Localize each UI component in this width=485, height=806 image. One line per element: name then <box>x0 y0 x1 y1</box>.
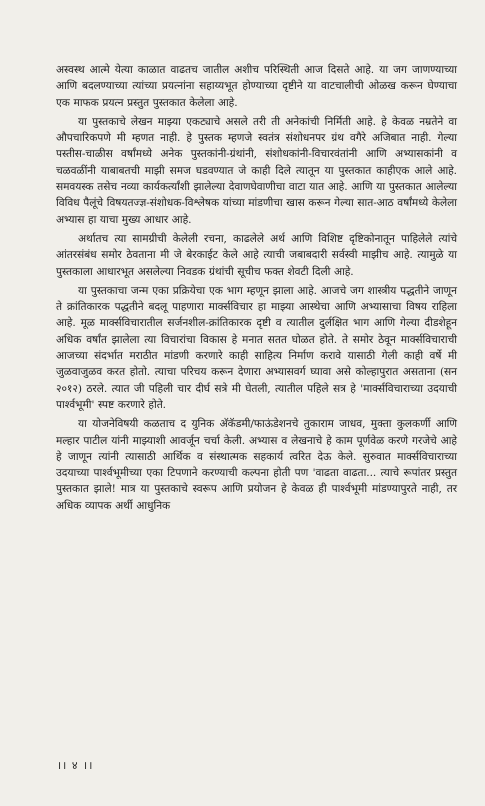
page-number: ।। ४ ।। <box>57 759 94 772</box>
paragraph-3: अर्थातच त्या सामग्रीची केलेली रचना, काढलेले अर्थ आणि विशिष्ट दृष्टिकोनातून पाहिलेले त्यांचे आंतरसंबंध समोर ठेवताना मी जे बेरकाईट केले आहे त्याची जबाबदारी सर्वस्वी माझीच आहे. त्यामुळे या पुस्तकाला आधारभूत असलेल्या निवडक ग्रंथांची सूचीच फक्त शेवटी दिली आहे. <box>56 232 457 278</box>
paragraph-5: या योजनेविषयी कळताच द युनिक अ‍ॅकॅडमी/फाऊंडेशनचे तुकाराम जाधव, मुक्ता कुलकर्णी आणि मल्हार पाटील यांनी माझ्याशी आवर्जून चर्चा केली. अभ्यास व लेखनाचे हे काम पूर्णवेळ करणे गरजेचे आहे हे जाणून त्यांनी त्यासाठी आर्थिक व संस्थात्मक सहकार्य त्वरित देऊ केले. सुरुवात मार्क्सविचाराच्या उदयाच्या पार्श्वभूमीच्या एका टिपणाने करण्याची कल्पना होती पण 'वाढता वाढता... त्याचे रूपांतर प्रस्तुत पुस्तकात झाले! मात्र या पुस्तकाचे स्वरूप आणि प्रयोजन हे केवळ ही पार्श्वभूमी मांडण्यापुरते नाही, तर अधिक व्यापक अर्थी आधुनिक <box>56 418 457 512</box>
paragraph-2: या पुस्तकाचे लेखन माझ्या एकट्याचे असले तरी ती अनेकांची निर्मिती आहे. हे केवळ नम्रतेने वा औपचारिकपणे मी म्हणत नाही. हे पुस्तक म्हणजे स्वतंत्र संशोधनपर ग्रंथ वगैरे अजिबात नाही. गेल्या पस्तीस-चाळीस वर्षांमध्ये अनेक पुस्तकांनी-ग्रंथांनी, संशोधकांनी-विचारवंतांनी आणि अभ्यासकांनी व चळवळींनी याबाबतची माझी समज घडवण्यात जे काही दिले त्यातून या पुस्तकात काहीएक आले आहे. समवयस्क तसेच नव्या कार्यकर्त्यांशी झालेल्या देवाणघेवाणीचा वाटा यात आहे. आणि या पुस्तकात आलेल्या विविध पैलूंचे विषयतज्ज्ञ-संशोधक-विश्लेषक यांच्या मांडणीचा खास करून गेल्या सात-आठ वर्षांमध्ये केलेला अभ्यास हा याचा मुख्य आधार आहे. <box>56 115 457 226</box>
paragraph-4: या पुस्तकाचा जन्म एका प्रक्रियेचा एक भाग म्हणून झाला आहे. आजचे जग शास्त्रीय पद्धतीने जाणून ते क्रांतिकारक पद्धतीने बदलू पाहणारा मार्क्सविचार हा माझ्या आस्थेचा आणि अभ्यासाचा विषय राहिला आहे. मूळ मार्क्सविचारातील सर्जनशील-क्रांतिकारक दृष्टी व त्यातील दुर्लक्षित भाग आणि गेल्या दीडशेहून अधिक वर्षांत झालेला त्या विचारांचा विकास हे मनात सतत घोळत होते. ते समोर ठेवून मार्क्सविचाराची आजच्या संदर्भात मराठीत मांडणी करणारे काही साहित्य निर्माण करावे यासाठी गेली काही वर्षे मी जुळवाजुळव करत होतो. त्याचा परिचय करून देणारा अभ्यासवर्ग घ्यावा असे कोल्हापुरात असताना (सन २०१२) ठरले. त्यात जी पहिली चार दीर्घ सत्रे मी घेतली, त्यातील पहिले सत्र हे 'मार्क्सविचाराच्या उदयाची पार्श्वभूमी' स्पष्ट करणारे होते. <box>56 284 457 411</box>
paragraph-1: अस्वस्थ आत्मे येत्या काळात वाढतच जातील अशीच परिस्थिती आज दिसते आहे. या जग जाणण्याच्या आणि बदलण्याच्या त्यांच्या प्रयत्नांना सहाय्यभूत होण्याच्या दृष्टीने या वाटचालीची ओळख करून घेण्याचा एक माफक प्रयत्न प्रस्तुत पुस्तकात केलेला आहे. <box>56 64 457 109</box>
